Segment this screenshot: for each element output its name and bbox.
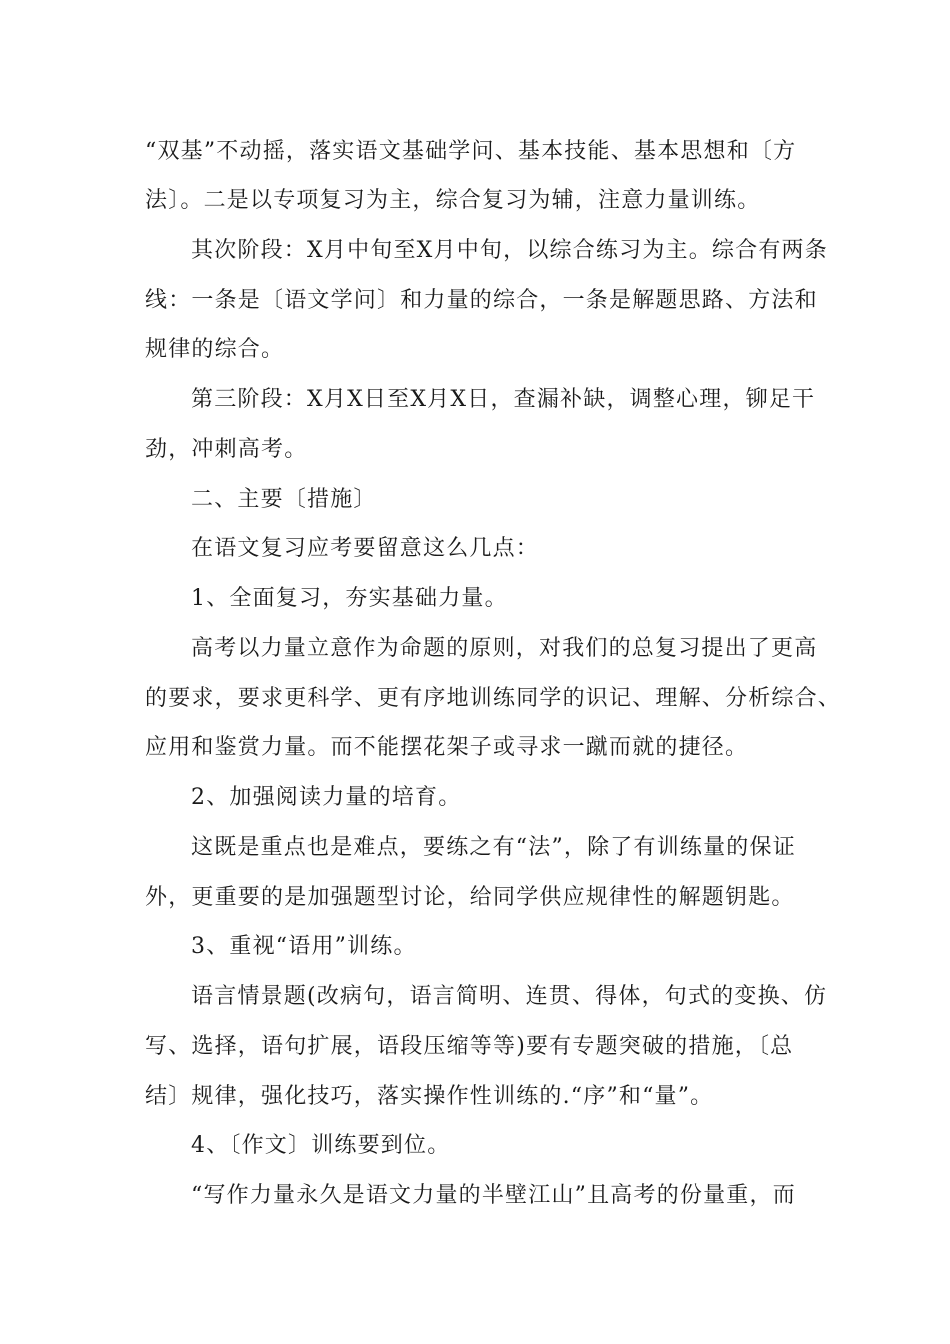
section-heading: 二、主要〔措施〕: [191, 487, 377, 512]
text-line: 在语文复习应考要留意这么几点：: [191, 536, 540, 561]
list-item-heading: 4、〔作文〕训练要到位。: [191, 1133, 451, 1158]
list-item-heading: 3、重视“语用”训练。: [191, 934, 417, 959]
list-item-heading: 2、加强阅读力量的培育。: [191, 785, 462, 810]
list-item-heading: 1、全面复习，夯实基础力量。: [191, 586, 508, 611]
text-line: 写、选择，语句扩展，语段压缩等等)要有专题突破的措施，〔总: [145, 1034, 794, 1059]
text-line: 法〕。二是以专项复习为主，综合复习为辅，注意力量训练。: [145, 188, 761, 213]
text-line: 规律的综合。: [145, 337, 285, 362]
text-line: 线：一条是〔语文学问〕和力量的综合，一条是解题思路、方法和: [145, 288, 818, 313]
text-line: 的要求，要求更科学、更有序地训练同学的识记、理解、分析综合、: [145, 686, 842, 711]
text-line: 第三阶段：X月X日至X月X日，查漏补缺，调整心理，铆足干: [191, 387, 816, 412]
text-line: 其次阶段：X月中旬至X月中旬，以综合练习为主。综合有两条: [191, 238, 828, 263]
text-line: 这既是重点也是难点，要练之有“法”，除了有训练量的保证: [191, 835, 796, 860]
text-line: 结〕规律，强化技巧，落实操作性训练的.“序”和“量”。: [145, 1084, 714, 1109]
text-line: 高考以力量立意作为命题的原则，对我们的总复习提出了更高: [191, 636, 818, 661]
text-line: 劲，冲刺高考。: [145, 437, 308, 462]
text-line: 语言情景题(改病句，语言简明、连贯、得体，句式的变换、仿: [191, 984, 828, 1009]
text-line: “双基”不动摇，落实语文基础学问、基本技能、基本思想和〔方: [145, 139, 797, 164]
text-line: 外，更重要的是加强题型讨论，给同学供应规律性的解题钥匙。: [145, 885, 795, 910]
text-line: “写作力量永久是语文力量的半壁江山”且高考的份量重，而: [191, 1183, 796, 1208]
text-line: 应用和鉴赏力量。而不能摆花架子或寻求一蹴而就的捷径。: [145, 735, 749, 760]
